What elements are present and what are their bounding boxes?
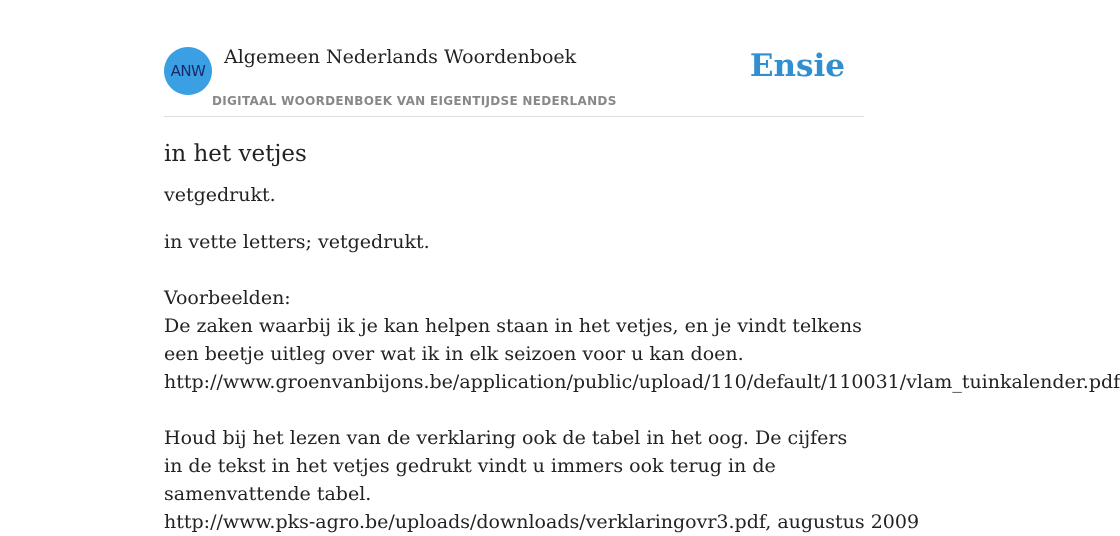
- example-text: Houd bij het lezen van de verklaring ook de tabel in het oog. De cijfers in de tekst in het vetjes gedrukt vindt u immers ook terug in de samenvattende tabel.: [164, 427, 848, 505]
- short-definition: vetgedrukt.: [164, 184, 276, 206]
- example-source-link[interactable]: http://www.groenvanbijons.be/application/public/upload/110/default/110031/vlam_tuinkalender.pdf: [164, 371, 1120, 393]
- site-title-link[interactable]: Algemeen Nederlands Woordenboek: [224, 46, 577, 68]
- long-definition: in vette letters; vetgedrukt.: [164, 231, 430, 253]
- anw-logo[interactable]: [164, 47, 212, 95]
- examples-list: [164, 312, 1120, 536]
- ensie-brand-link[interactable]: Ensie: [749, 48, 845, 84]
- site-header: [164, 44, 864, 117]
- entry-content: [164, 132, 1120, 536]
- example-item: [164, 424, 920, 536]
- entry-title: in het vetjes: [164, 141, 307, 167]
- logo-text: ANW: [170, 62, 206, 80]
- example-text: De zaken waarbij ik je kan helpen staan in het vetjes, en je vindt telkens een beetje uitleg over wat ik in elk seizoen voor u kan doen.: [164, 315, 862, 365]
- site-subtitle: DIGITAAL WOORDENBOEK VAN EIGENTIJDSE NEDERLANDS: [212, 94, 617, 108]
- example-item: [164, 312, 1120, 396]
- examples-label: Voorbeelden:: [164, 287, 291, 309]
- example-source-link[interactable]: http://www.pks-agro.be/uploads/downloads/verklaringovr3.pdf, augustus 2009: [164, 511, 920, 533]
